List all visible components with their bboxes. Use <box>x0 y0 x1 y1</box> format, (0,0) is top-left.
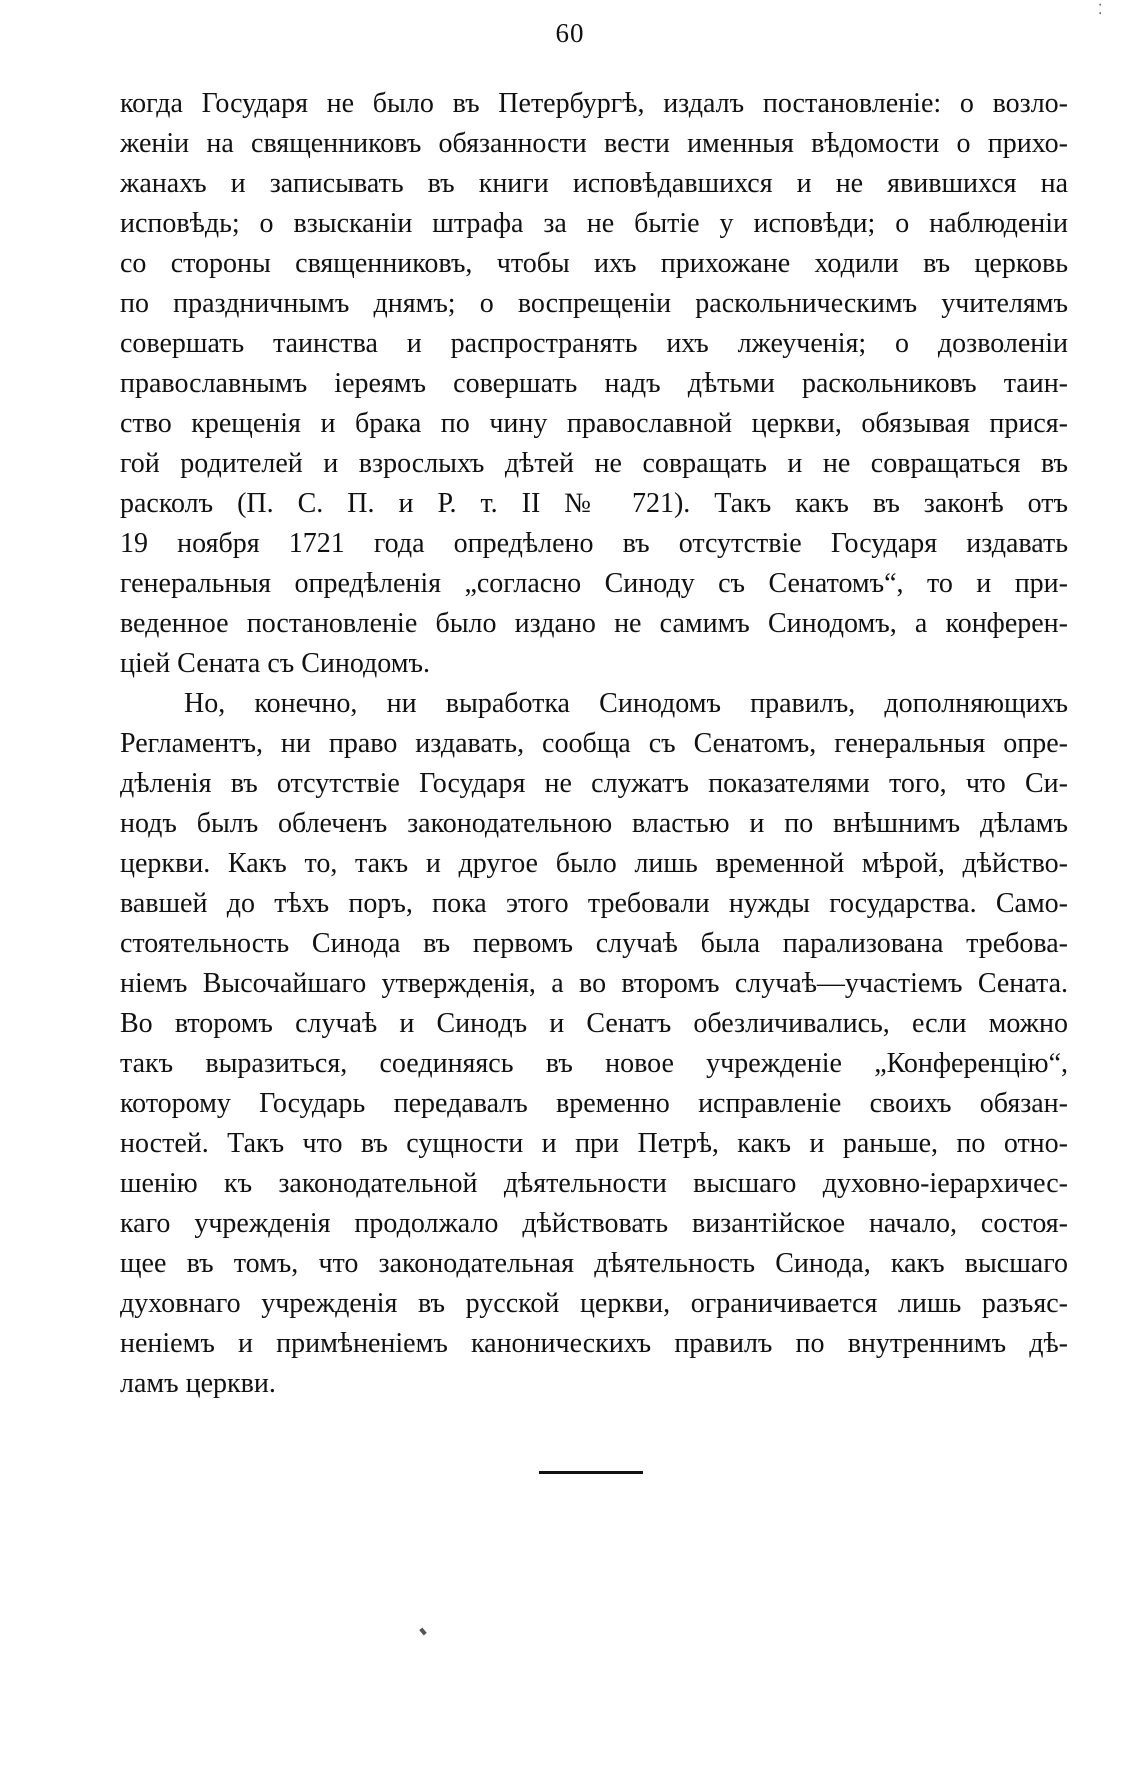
body-text <box>120 84 1068 1404</box>
text-line: ніемъ Высочайшаго утвержденія, а во второмъ случаѣ—участіемъ Сената. <box>120 968 1068 999</box>
text-line: православнымъ іереямъ совершать надъ дѣтьми раскольниковъ таин- <box>120 368 1068 399</box>
end-of-section-rule <box>539 1471 643 1474</box>
text-line: со стороны священниковъ, чтобы ихъ прихожане ходили въ церковь <box>120 248 1068 279</box>
paragraph-2 <box>120 684 1068 1404</box>
text-line: когда Государя не было въ Петербургѣ, издалъ постановленіе: о возло- <box>120 88 1068 119</box>
text-line: Но, конечно, ни выработка Синодомъ правилъ, дополняющихъ <box>184 688 1068 719</box>
text-line: гой родителей и взрослыхъ дѣтей не совращать и не совращаться въ <box>120 448 1068 479</box>
text-line: щее въ томъ, что законодательная дѣятельность Синода, какъ высшаго <box>120 1248 1068 1279</box>
text-line: ламъ церкви. <box>120 1368 276 1399</box>
text-line: ціей Сената съ Синодомъ. <box>120 648 430 679</box>
text-line: 19 ноября 1721 года опредѣлено въ отсутствіе Государя издавать <box>120 528 1068 559</box>
text-line: церкви. Какъ то, такъ и другое было лишь временной мѣрой, дѣйство- <box>120 848 1068 879</box>
text-line: женіи на священниковъ обязанности вести именныя вѣдомости о прихо- <box>120 128 1068 159</box>
text-line: совершать таинства и распространять ихъ лжеученія; о дозволеніи <box>120 328 1068 359</box>
text-line: вавшей до тѣхъ поръ, пока этого требовали нужды государства. Само- <box>120 888 1068 919</box>
paragraph-1 <box>120 84 1068 684</box>
text-line: ностей. Такъ что въ сущности и при Петрѣ, какъ и раньше, по отно- <box>120 1128 1068 1159</box>
text-line: шенію къ законодательной дѣятельности высшаго духовно-іерархичес- <box>120 1168 1068 1199</box>
text-line: исповѣдь; о взысканіи штрафа за не бытіе у исповѣди; о наблюденіи <box>120 208 1068 239</box>
text-line: жанахъ и записывать въ книги исповѣдавшихся и не явившихся на <box>120 168 1068 199</box>
text-line: Во второмъ случаѣ и Синодъ и Сенатъ обезличивались, если можно <box>120 1008 1068 1039</box>
text-line: по праздничнымъ днямъ; о воспрещеніи раскольническимъ учителямъ <box>120 288 1068 319</box>
text-line: ство крещенія и брака по чину православной церкви, обязывая прися- <box>120 408 1068 439</box>
text-line: дѣленія въ отсутствіе Государя не служатъ показателями того, что Си- <box>120 768 1068 799</box>
corner-speck-mark: ⁚ <box>1098 3 1103 18</box>
text-line: нодъ былъ облеченъ законодательною властью и по внѣшнимъ дѣламъ <box>120 808 1068 839</box>
text-line: стоятельность Синода въ первомъ случаѣ была парализована требова- <box>120 928 1068 959</box>
text-line: каго учрежденія продолжало дѣйствовать византійское начало, состоя- <box>120 1208 1068 1239</box>
text-line: расколъ (П. С. П. и Р. т. II № 721). Такъ какъ въ законѣ отъ <box>120 488 1068 519</box>
text-line: которому Государь передавалъ временно исправленіе своихъ обязан- <box>120 1088 1068 1119</box>
text-line: неніемъ и примѣненіемъ каноническихъ правилъ по внутреннимъ дѣ- <box>120 1328 1068 1359</box>
page-number: 60 <box>555 18 585 48</box>
text-line: такъ выразиться, соединяясь въ новое учрежденіе „Конференцію“, <box>120 1048 1068 1079</box>
text-line: Регламентъ, ни право издавать, сообща съ Сенатомъ, генеральныя опре- <box>120 728 1068 759</box>
print-speck <box>419 1628 427 1636</box>
text-line: генеральныя опредѣленія „согласно Синоду съ Сенатомъ“, то и при- <box>120 568 1068 599</box>
text-line: духовнаго учрежденія въ русской церкви, ограничивается лишь разъяс- <box>120 1288 1068 1319</box>
text-line: веденное постановленіе было издано не самимъ Синодомъ, а конферен- <box>120 608 1068 639</box>
